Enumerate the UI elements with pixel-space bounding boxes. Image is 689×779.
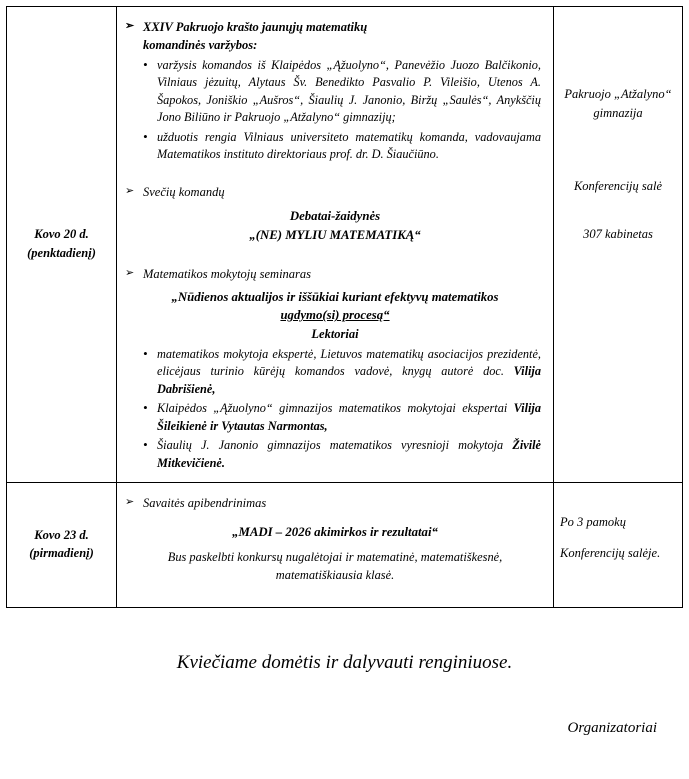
lecturers-list (123, 346, 547, 472)
competition-bullets (123, 57, 547, 164)
summary-title: „MADI – 2026 akimirkos ir rezultatai“ (232, 524, 438, 539)
list-item (157, 400, 541, 435)
date-line-1: Kovo 23 d. (34, 527, 89, 542)
lecturers-label: Lektoriai (311, 326, 359, 341)
debate-subtitle: „(NE) MYLIU MATEMATIKĄ“ (249, 227, 421, 242)
date-line-2: (pirmadienį) (29, 546, 94, 561)
date-line-2: (penktadienį) (27, 245, 96, 260)
date-cell (7, 483, 117, 608)
list-item: • užduotis rengia Vilniaus universiteto matematikų komanda, vadovaujama Matematikos instituto direktoriaus prof. dr. D. Šiaučiūno. (157, 129, 541, 164)
document-page (0, 6, 689, 779)
place-cell (554, 483, 683, 608)
place-text: 307 kabinetas (583, 227, 653, 242)
list-item (157, 346, 541, 398)
seminar-label: Matematikos mokytojų seminaras (143, 267, 312, 282)
lecturer-name: Živilė Mitkevičienė. (157, 438, 541, 470)
guest-teams-label: Svečių komandų (143, 184, 225, 199)
event-heading-competition (123, 19, 547, 54)
table-row (7, 483, 683, 608)
place-text: Pakruojo „Atžalyno“ gimnazija (564, 87, 672, 120)
lecturer-name: Vilija Dabrišienė, (157, 364, 541, 396)
lecturer-text: matematikos mokytoja ekspertė, Lietuvos matematikų asociacijos prezidentė, elicėjaus turinio kūrėjų komandos vadovė, knygų autorė doc. (157, 346, 541, 379)
lecturer-text: Šiaulių J. Janonio gimnazijos matematikos vyresnioji mokytoja (157, 438, 513, 453)
heading-line-1: XXIV Pakruojo krašto jaunųjų matematikų (143, 20, 368, 34)
summary-note: Bus paskelbti konkursų nugalėtojai ir matematinė, matematiškesnė, matematiškiausia klasė. (167, 550, 503, 583)
place-conference-hall: Konferencijų salėje. (560, 545, 661, 560)
seminar-title-line-1: „Nūdienos aktualijos ir iššūkiai kuriant efektyvų matematikos (171, 289, 499, 304)
lecturer-name: Vilija Šileikienė ir Vytautas Narmontas, (157, 401, 541, 433)
place-text: Konferencijų salė (573, 178, 663, 193)
list-item (157, 437, 541, 472)
schedule-table (6, 6, 683, 608)
debate-title: Debatai-žaidynės (289, 209, 381, 224)
event-heading-summary (123, 495, 547, 513)
heading-line-2: komandinės varžybos: (143, 37, 258, 52)
arrow-icon: ➢ (125, 184, 135, 197)
summary-label: Savaitės apibendrinimas (143, 496, 267, 511)
date-cell (7, 7, 117, 483)
list-item: • varžysis komandos iš Klaipėdos „Ąžuolyno“, Panevėžio Juozo Balčikonio, Vilniaus jėzuitų, Alytaus Šv. Benedikto Pasvalio P. Vileišio, Utenos A. Šapokos, Joniškio „Aušros“, Šiaulių J. Janonio, Biržų „Saulės“, Anykščių Jono Biliūno ir Pakruojo „Atžalyno“ gimnazijų; (157, 57, 541, 127)
place-room-307 (560, 225, 676, 244)
seminar-title-underlined: ugdymo(si) procesą“ (280, 308, 390, 323)
lecturer-text: Klaipėdos „Ąžuolyno“ gimnazijos matematikos mokytojai ekspertai (157, 401, 514, 416)
place-conference-hall (560, 177, 676, 196)
content-cell (117, 7, 554, 483)
arrow-icon: ➢ (125, 267, 135, 280)
closing-invitation: Kviečiame domėtis ir dalyvauti renginiuose. (176, 652, 513, 674)
arrow-icon: ➢ (125, 496, 135, 509)
event-heading-seminar (123, 266, 547, 284)
date-line-1: Kovo 20 d. (34, 227, 89, 242)
organizers-signature: Organizatoriai (567, 720, 657, 737)
content-cell (117, 483, 554, 608)
event-heading-guest-teams (123, 184, 547, 202)
place-gymnasium (560, 85, 676, 123)
arrow-icon: ➢ (125, 20, 135, 32)
seminar-title-line-2 (123, 306, 547, 325)
table-row (7, 7, 683, 483)
place-cell (554, 7, 683, 483)
place-after-lessons: Po 3 pamokų (560, 515, 626, 530)
